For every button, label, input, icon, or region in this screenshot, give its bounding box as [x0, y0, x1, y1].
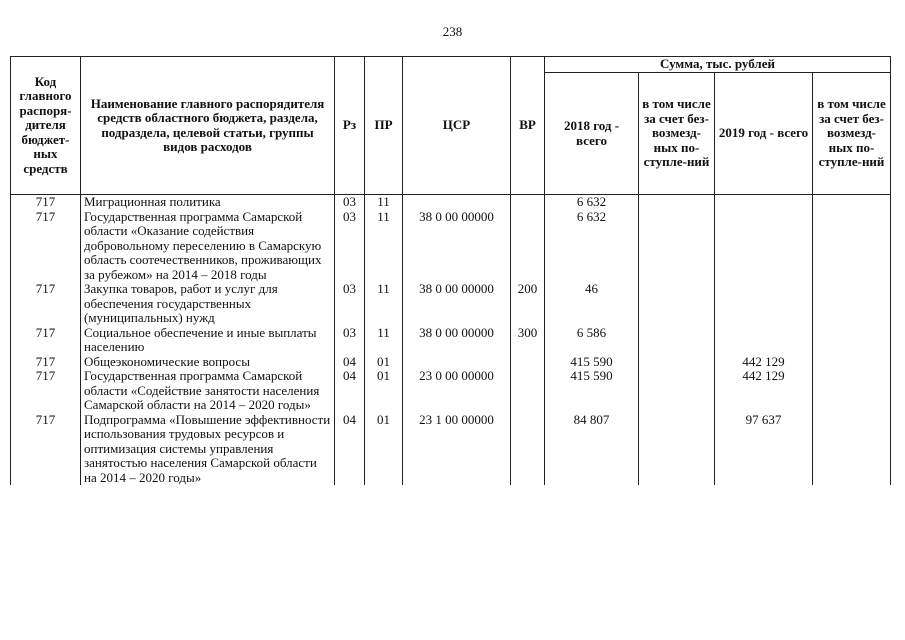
cell-vr: 300	[511, 326, 545, 355]
cell-name: Миграционная политика	[81, 195, 335, 210]
cell-csr: 23 1 00 00000	[403, 413, 511, 486]
cell-sum-2018: 6 586	[545, 326, 639, 355]
cell-gratuitous-2018	[639, 413, 715, 486]
cell-rz: 03	[335, 210, 365, 283]
cell-rz: 03	[335, 326, 365, 355]
cell-gratuitous-2019	[813, 369, 891, 413]
cell-csr: 23 0 00 00000	[403, 369, 511, 413]
cell-pr: 11	[365, 210, 403, 283]
cell-code: 717	[11, 369, 81, 413]
cell-name: Закупка товаров, работ и услуг для обеспечения государственных (муниципальных) нужд	[81, 282, 335, 326]
cell-gratuitous-2019	[813, 195, 891, 210]
cell-code: 717	[11, 210, 81, 283]
cell-pr: 11	[365, 282, 403, 326]
cell-sum-2019	[715, 195, 813, 210]
cell-pr: 11	[365, 326, 403, 355]
cell-sum-2018: 415 590	[545, 369, 639, 413]
table-row	[11, 355, 891, 370]
cell-code: 717	[11, 355, 81, 370]
cell-sum-2019: 442 129	[715, 369, 813, 413]
cell-vr	[511, 369, 545, 413]
cell-rz: 04	[335, 369, 365, 413]
cell-vr	[511, 355, 545, 370]
cell-code: 717	[11, 195, 81, 210]
cell-sum-2019: 97 637	[715, 413, 813, 486]
cell-sum-2018: 6 632	[545, 195, 639, 210]
cell-rz: 03	[335, 282, 365, 326]
cell-csr	[403, 195, 511, 210]
cell-gratuitous-2018	[639, 282, 715, 326]
cell-gratuitous-2018	[639, 355, 715, 370]
cell-rz: 04	[335, 355, 365, 370]
cell-csr	[403, 355, 511, 370]
cell-sum-2019	[715, 326, 813, 355]
cell-sum-2018: 46	[545, 282, 639, 326]
cell-sum-2018: 84 807	[545, 413, 639, 486]
header-csr: ЦСР	[403, 57, 511, 195]
header-2018-total: 2018 год - всего	[545, 73, 639, 195]
cell-vr: 200	[511, 282, 545, 326]
budget-table	[10, 56, 891, 485]
cell-vr	[511, 210, 545, 283]
cell-vr	[511, 195, 545, 210]
cell-name: Социальное обеспечение и иные выплаты населению	[81, 326, 335, 355]
cell-gratuitous-2019	[813, 210, 891, 283]
cell-code: 717	[11, 413, 81, 486]
cell-csr: 38 0 00 00000	[403, 282, 511, 326]
cell-pr: 01	[365, 369, 403, 413]
cell-rz: 03	[335, 195, 365, 210]
cell-gratuitous-2018	[639, 195, 715, 210]
cell-sum-2019	[715, 282, 813, 326]
header-sum-group: Сумма, тыс. рублей	[545, 57, 891, 73]
cell-pr: 01	[365, 355, 403, 370]
page-number: 238	[442, 24, 463, 39]
table-header	[11, 57, 891, 195]
table-row	[11, 369, 891, 413]
cell-csr: 38 0 00 00000	[403, 326, 511, 355]
cell-name: Государственная программа Самарской области «Оказание содействия добровольному переселению в Самарскую область соотечественников, проживающих за рубежом» на 2014 – 2018 годы	[81, 210, 335, 283]
cell-gratuitous-2019	[813, 326, 891, 355]
cell-name: Общеэкономические вопросы	[81, 355, 335, 370]
cell-vr	[511, 413, 545, 486]
table-row	[11, 195, 891, 210]
cell-name: Государственная программа Самарской области «Содействие занятости населения Самарской области на 2014 – 2020 годы»	[81, 369, 335, 413]
table-row	[11, 282, 891, 326]
header-code: Код главного распоря-дителя бюджет-ных средств	[11, 57, 81, 195]
cell-pr: 01	[365, 413, 403, 486]
table-row	[11, 326, 891, 355]
header-pr: ПР	[365, 57, 403, 195]
cell-gratuitous-2018	[639, 326, 715, 355]
cell-gratuitous-2018	[639, 210, 715, 283]
cell-gratuitous-2019	[813, 355, 891, 370]
header-2019-total: 2019 год - всего	[715, 73, 813, 195]
cell-code: 717	[11, 326, 81, 355]
cell-pr: 11	[365, 195, 403, 210]
header-rz: Рз	[335, 57, 365, 195]
cell-gratuitous-2019	[813, 282, 891, 326]
cell-sum-2019: 442 129	[715, 355, 813, 370]
table-row	[11, 210, 891, 283]
cell-sum-2018: 415 590	[545, 355, 639, 370]
cell-gratuitous-2018	[639, 369, 715, 413]
cell-code: 717	[11, 282, 81, 326]
table-body	[11, 195, 891, 486]
header-2018-gratuitous: в том числе за счет без-возмезд-ных по-ступле-ний	[639, 73, 715, 195]
table-row	[11, 413, 891, 486]
cell-sum-2019	[715, 210, 813, 283]
cell-sum-2018: 6 632	[545, 210, 639, 283]
cell-csr: 38 0 00 00000	[403, 210, 511, 283]
header-name: Наименование главного распорядителя средств областного бюджета, раздела, подраздела, целевой статьи, группы видов расходов	[81, 57, 335, 195]
header-2019-gratuitous: в том числе за счет без-возмезд-ных по-ступле-ний	[813, 73, 891, 195]
cell-rz: 04	[335, 413, 365, 486]
cell-name: Подпрограмма «Повышение эффективности использования трудовых ресурсов и оптимизация системы управления занятостью населения Самарской области на 2014 – 2020 годы»	[81, 413, 335, 486]
header-vr: ВР	[511, 57, 545, 195]
cell-gratuitous-2019	[813, 413, 891, 486]
